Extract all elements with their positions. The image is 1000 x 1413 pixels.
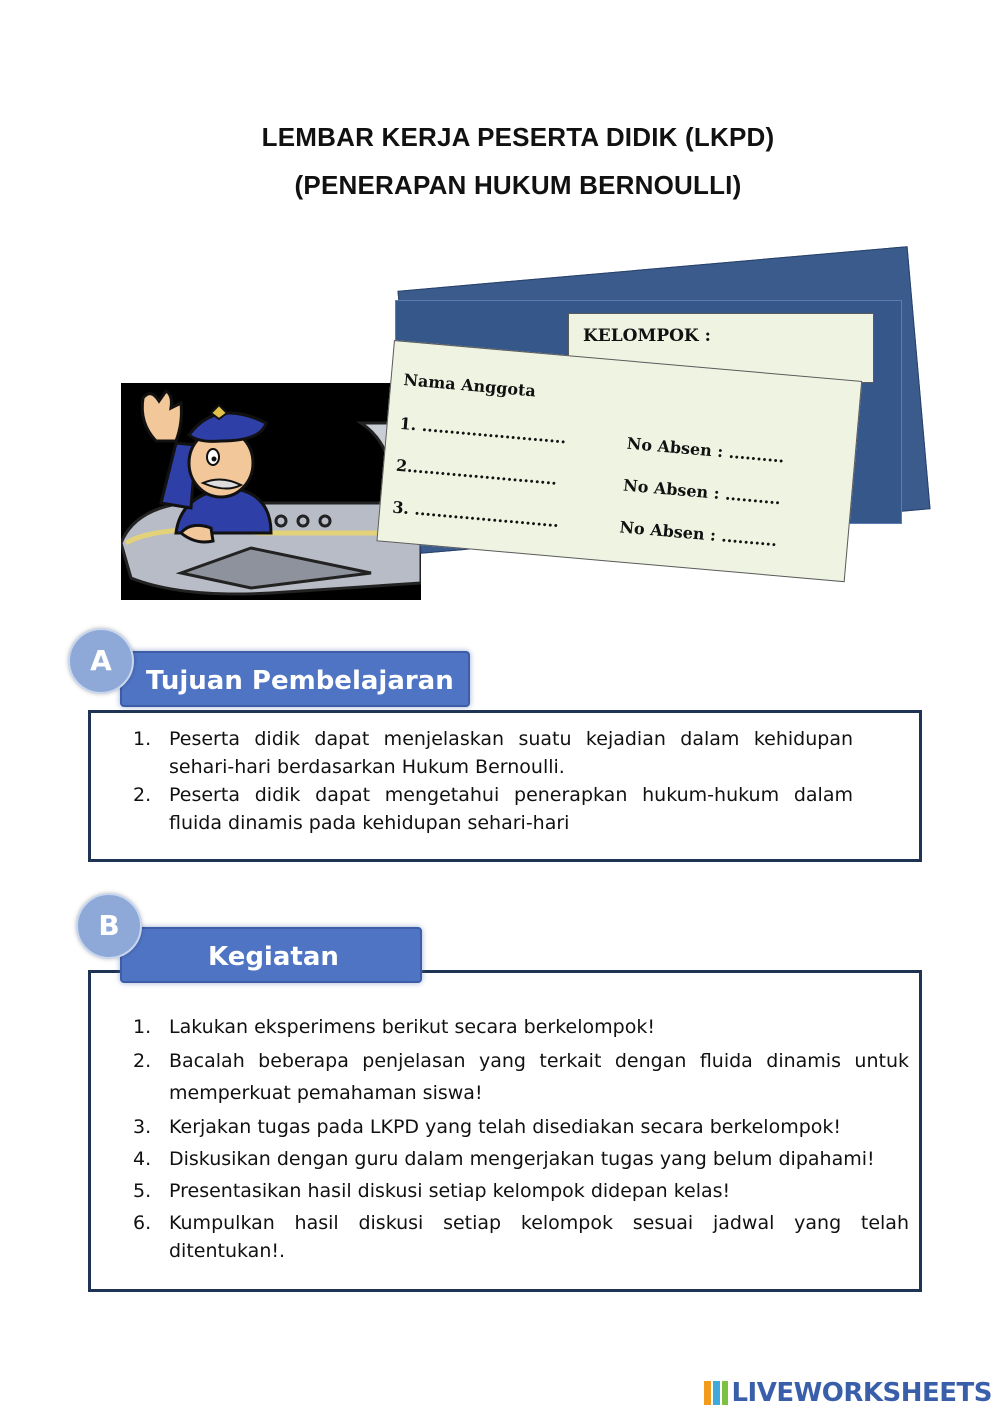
member-absen-field[interactable]: No Absen : .......... [622,475,782,509]
list-item: 2. Peserta didik dapat mengetahui penerapkan hukum-hukum dalam fluida dinamis pada kehidupan sehari-hari [133,784,853,834]
section-a-badge: A [68,628,134,694]
objectives-list [133,725,853,837]
section-a-box [88,710,922,862]
section-b-badge: B [76,893,142,959]
member-absen-field[interactable]: No Absen : .......... [626,433,786,467]
member-absen-field[interactable]: No Absen : .......... [618,517,778,551]
list-item: 1. Peserta didik dapat menjelaskan suatu kejadian dalam kehidupan sehari-hari berdasarkan Hukum Bernoulli. [133,728,853,778]
list-item: 2. Bacalah beberapa penjelasan yang terkait dengan fluida dinamis untuk memperkuat pemahaman siswa! [133,1050,909,1104]
pilot-airplane-illustration [121,383,421,600]
members-heading: Nama Anggota [402,370,537,401]
logo-text: LIVEWORKSHEETS [731,1378,992,1408]
activities-list [133,1013,909,1265]
member-name-field[interactable]: 2........................... [395,455,558,489]
section-b-box [88,970,922,1292]
list-item: 4. Diskusikan dengan guru dalam mengerjakan tugas yang belum dipahami! [133,1148,875,1170]
members-card [376,340,862,582]
list-item: 3. Kerjakan tugas pada LKPD yang telah disediakan secara berkelompok! [133,1116,842,1138]
page-title: LEMBAR KERJA PESERTA DIDIK (LKPD) [261,122,775,152]
list-item: 5. Presentasikan hasil diskusi setiap kelompok didepan kelas! [133,1180,731,1202]
liveworksheets-logo[interactable] [703,1377,992,1409]
list-item: 1. Lakukan eksperimens berikut secara berkelompok! [133,1016,655,1038]
kelompok-label: KELOMPOK : [583,326,711,346]
page-subtitle: (PENERAPAN HUKUM BERNOULLI) [294,170,742,200]
member-name-field[interactable]: 3. .......................... [391,497,560,532]
section-a-title: Tujuan Pembelajaran [120,651,470,707]
list-item: 6. Kumpulkan hasil diskusi setiap kelompok sesuai jadwal yang telah ditentukan!. [133,1212,909,1262]
liveworksheets-icon [703,1380,729,1406]
member-name-field[interactable]: 1. .......................... [398,413,568,448]
section-b-title: Kegiatan [120,927,422,983]
